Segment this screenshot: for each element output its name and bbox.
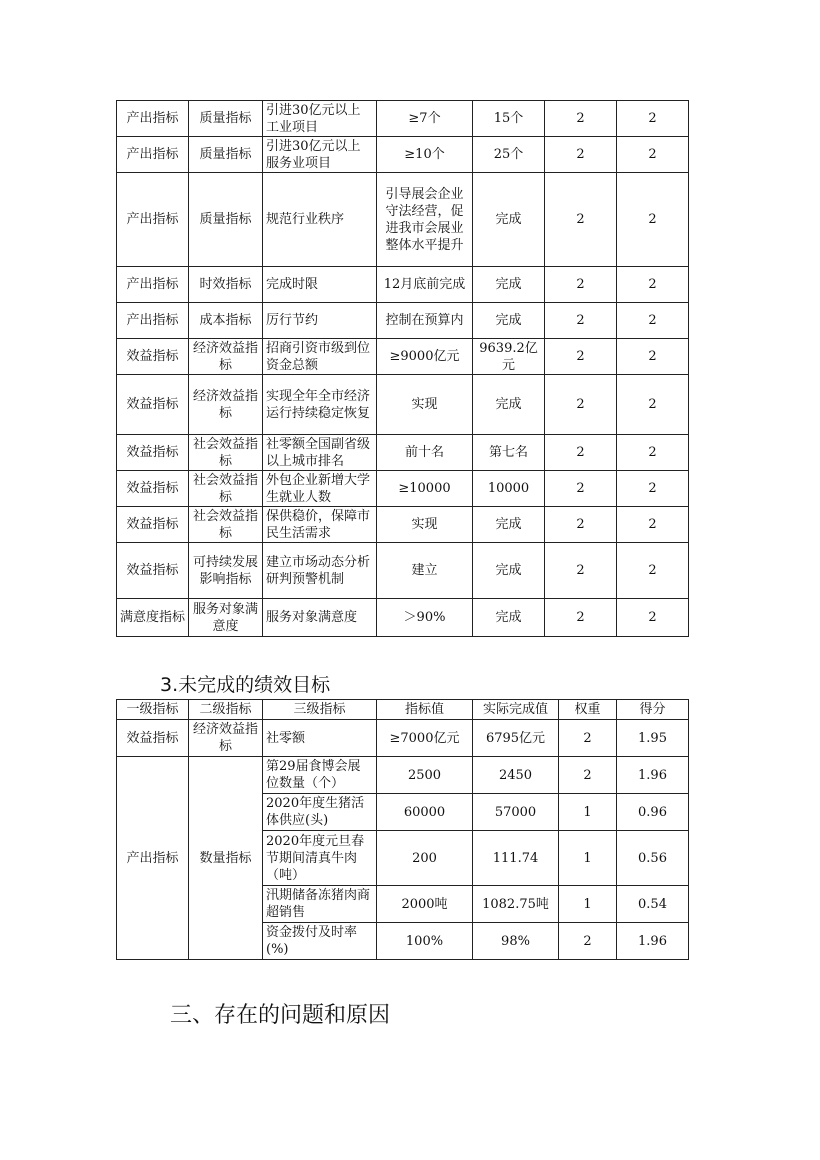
table-row: [117, 599, 689, 637]
level3-cell: 外包企业新增大学生就业人数: [263, 471, 377, 507]
level2-cell: 社会效益指标: [189, 471, 263, 507]
level3-cell: 2020年度生猪活体供应(头): [263, 794, 377, 831]
weight-cell: 2: [559, 720, 617, 757]
target-cell: 前十名: [377, 435, 473, 471]
header-cell: 得分: [617, 700, 689, 720]
actual-cell: 25个: [473, 137, 545, 173]
weight-cell: 2: [545, 543, 617, 599]
header-cell: 权重: [559, 700, 617, 720]
actual-cell: 第七名: [473, 435, 545, 471]
level2-cell: 社会效益指标: [189, 435, 263, 471]
score-cell: 2: [617, 173, 689, 267]
target-cell: 引导展会企业守法经营，促进我市会展业整体水平提升: [377, 173, 473, 267]
level1-cell: 产出指标: [117, 757, 189, 960]
score-cell: 2: [617, 267, 689, 303]
level1-cell: 效益指标: [117, 720, 189, 757]
level2-cell: 经济效益指标: [189, 339, 263, 375]
level1-cell: 产出指标: [117, 173, 189, 267]
weight-cell: 1: [559, 886, 617, 923]
table-row: [117, 757, 689, 794]
score-cell: 1.96: [617, 757, 689, 794]
level1-cell: 效益指标: [117, 543, 189, 599]
level3-cell: 引进30亿元以上工业项目: [263, 101, 377, 137]
header-cell: 一级指标: [117, 700, 189, 720]
level3-cell: 2020年度元旦春节期间清真牛肉（吨）: [263, 831, 377, 886]
target-cell: 实现: [377, 507, 473, 543]
target-cell: 100%: [377, 923, 473, 960]
table-row: [117, 507, 689, 543]
level1-cell: 产出指标: [117, 303, 189, 339]
section-title-problems: 三、存在的问题和原因: [170, 1003, 391, 1028]
score-cell: 1.96: [617, 923, 689, 960]
target-cell: 建立: [377, 543, 473, 599]
header-cell: 二级指标: [189, 700, 263, 720]
header-cell: 实际完成值: [473, 700, 559, 720]
level2-cell: 数量指标: [189, 757, 263, 960]
actual-cell: 完成: [473, 599, 545, 637]
target-cell: ≥9000亿元: [377, 339, 473, 375]
table-row: [117, 435, 689, 471]
level1-cell: 产出指标: [117, 137, 189, 173]
level1-cell: 效益指标: [117, 471, 189, 507]
level3-cell: 招商引资市级到位资金总额: [263, 339, 377, 375]
level3-cell: 厉行节约: [263, 303, 377, 339]
level3-cell: 服务对象满意度: [263, 599, 377, 637]
table-row: [117, 339, 689, 375]
score-cell: 0.54: [617, 886, 689, 923]
actual-cell: 完成: [473, 173, 545, 267]
weight-cell: 2: [559, 757, 617, 794]
score-cell: 2: [617, 471, 689, 507]
weight-cell: 2: [545, 435, 617, 471]
level1-cell: 满意度指标: [117, 599, 189, 637]
target-cell: ≥7000亿元: [377, 720, 473, 757]
level2-cell: 成本指标: [189, 303, 263, 339]
actual-cell: 10000: [473, 471, 545, 507]
target-cell: 控制在预算内: [377, 303, 473, 339]
score-cell: 0.96: [617, 794, 689, 831]
actual-cell: 57000: [473, 794, 559, 831]
score-cell: 2: [617, 543, 689, 599]
level3-cell: 建立市场动态分析研判预警机制: [263, 543, 377, 599]
level3-cell: 规范行业秩序: [263, 173, 377, 267]
table-row: [117, 543, 689, 599]
score-cell: 2: [617, 435, 689, 471]
weight-cell: 2: [545, 173, 617, 267]
level1-cell: 产出指标: [117, 101, 189, 137]
table-row: [117, 720, 689, 757]
actual-cell: 完成: [473, 507, 545, 543]
level1-cell: 效益指标: [117, 375, 189, 435]
weight-cell: 2: [559, 923, 617, 960]
level3-cell: 第29届食博会展位数量（个）: [263, 757, 377, 794]
section-heading-unfinished-goals: 3.未完成的绩效目标: [160, 674, 331, 696]
level3-cell: 保供稳价，保障市民生活需求: [263, 507, 377, 543]
level1-cell: 效益指标: [117, 507, 189, 543]
actual-cell: 完成: [473, 267, 545, 303]
actual-cell: 完成: [473, 303, 545, 339]
actual-cell: 111.74: [473, 831, 559, 886]
target-cell: 2500: [377, 757, 473, 794]
weight-cell: 2: [545, 267, 617, 303]
table-row: [117, 101, 689, 137]
target-cell: ≥7个: [377, 101, 473, 137]
actual-cell: 9639.2亿元: [473, 339, 545, 375]
level3-cell: 资金拨付及时率(%): [263, 923, 377, 960]
table-row: [117, 375, 689, 435]
table-header-row: [117, 700, 689, 720]
actual-cell: 完成: [473, 375, 545, 435]
actual-cell: 2450: [473, 757, 559, 794]
table-row: [117, 137, 689, 173]
score-cell: 2: [617, 137, 689, 173]
weight-cell: 2: [545, 101, 617, 137]
target-cell: 200: [377, 831, 473, 886]
level3-cell: 社零额: [263, 720, 377, 757]
level2-cell: 质量指标: [189, 137, 263, 173]
level2-cell: 质量指标: [189, 173, 263, 267]
score-cell: 1.95: [617, 720, 689, 757]
weight-cell: 1: [559, 831, 617, 886]
table-row: [117, 303, 689, 339]
actual-cell: 1082.75吨: [473, 886, 559, 923]
actual-cell: 完成: [473, 543, 545, 599]
unfinished-goals-table: [116, 699, 689, 960]
score-cell: 2: [617, 339, 689, 375]
weight-cell: 2: [545, 471, 617, 507]
level3-cell: 实现全年全市经济运行持续稳定恢复: [263, 375, 377, 435]
score-cell: 0.56: [617, 831, 689, 886]
score-cell: 2: [617, 507, 689, 543]
weight-cell: 2: [545, 137, 617, 173]
weight-cell: 2: [545, 375, 617, 435]
target-cell: 实现: [377, 375, 473, 435]
score-cell: 2: [617, 303, 689, 339]
completed-indicators-table: [116, 100, 689, 637]
weight-cell: 2: [545, 339, 617, 375]
level2-cell: 时效指标: [189, 267, 263, 303]
actual-cell: 98%: [473, 923, 559, 960]
level3-cell: 完成时限: [263, 267, 377, 303]
header-cell: 指标值: [377, 700, 473, 720]
score-cell: 2: [617, 599, 689, 637]
level2-cell: 服务对象满意度: [189, 599, 263, 637]
target-cell: 2000吨: [377, 886, 473, 923]
target-cell: 12月底前完成: [377, 267, 473, 303]
level1-cell: 产出指标: [117, 267, 189, 303]
actual-cell: 6795亿元: [473, 720, 559, 757]
level2-cell: 经济效益指标: [189, 720, 263, 757]
weight-cell: 2: [545, 303, 617, 339]
target-cell: ≥10000: [377, 471, 473, 507]
table-row: [117, 267, 689, 303]
weight-cell: 2: [545, 507, 617, 543]
level3-cell: 汛期储备冻猪肉商超销售: [263, 886, 377, 923]
level2-cell: 经济效益指标: [189, 375, 263, 435]
score-cell: 2: [617, 101, 689, 137]
table-row: [117, 471, 689, 507]
level1-cell: 效益指标: [117, 435, 189, 471]
level3-cell: 引进30亿元以上服务业项目: [263, 137, 377, 173]
table-row: [117, 173, 689, 267]
level3-cell: 社零额全国副省级以上城市排名: [263, 435, 377, 471]
level2-cell: 可持续发展影响指标: [189, 543, 263, 599]
target-cell: ＞90%: [377, 599, 473, 637]
weight-cell: 2: [545, 599, 617, 637]
target-cell: 60000: [377, 794, 473, 831]
actual-cell: 15个: [473, 101, 545, 137]
level1-cell: 效益指标: [117, 339, 189, 375]
level2-cell: 社会效益指标: [189, 507, 263, 543]
weight-cell: 1: [559, 794, 617, 831]
level2-cell: 质量指标: [189, 101, 263, 137]
header-cell: 三级指标: [263, 700, 377, 720]
target-cell: ≥10个: [377, 137, 473, 173]
score-cell: 2: [617, 375, 689, 435]
